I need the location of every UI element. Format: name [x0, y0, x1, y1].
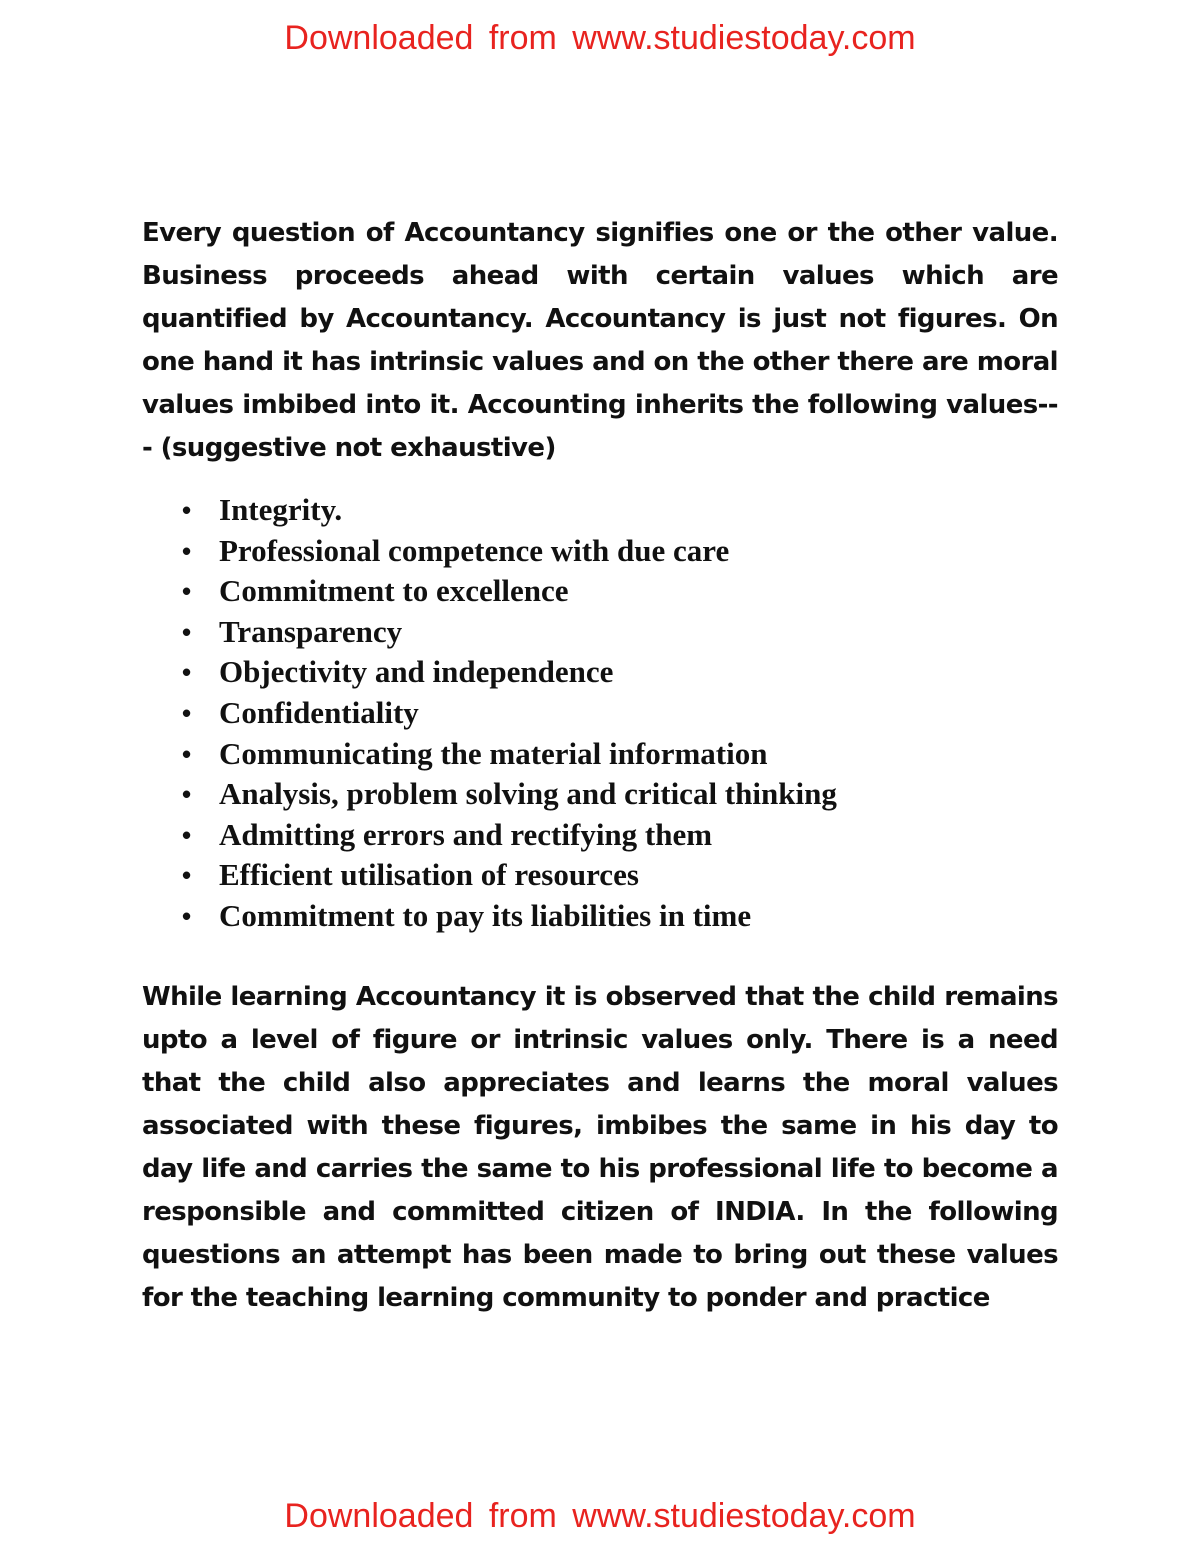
list-item	[182, 490, 1062, 531]
bullet-icon: •	[182, 535, 192, 566]
bullet-icon: •	[182, 900, 192, 931]
bullet-icon: •	[182, 860, 192, 891]
list-item	[182, 652, 1062, 693]
list-item-text: Efficient utilisation of resources	[219, 857, 639, 893]
intro-paragraph: Every question of Accountancy signifies one or the other value. Business proceeds ahead with certain values which are quantified by Accountancy. Accountancy is just not figures. On one hand it has intrinsic values and on the other there are moral values imbibed into it. Accounting inherits the following values--- (suggestive not exhaustive)	[142, 218, 1058, 463]
list-item	[182, 774, 1062, 815]
list-item-text: Commitment to excellence	[219, 573, 569, 609]
list-item-text: Transparency	[219, 613, 403, 649]
closing-paragraph: While learning Accountancy it is observed that the child remains upto a level of figure or intrinsic values only. There is a need that the child also appreciates and learns the moral values associated with these figures, imbibes the same in his day to day life and carries the same to his professional life to become a responsible and committed citizen of INDIA. In the following questions an attempt has been made to bring out these values for the teaching learning community to ponder and practice	[142, 982, 1058, 1313]
list-item-text: Communicating the material information	[219, 735, 768, 771]
bullet-icon: •	[182, 657, 192, 688]
list-item	[182, 734, 1062, 775]
list-item-text: Admitting errors and rectifying them	[219, 816, 713, 852]
bullet-icon: •	[182, 738, 192, 769]
bullet-icon: •	[182, 495, 192, 525]
list-item-text: Integrity.	[219, 492, 343, 527]
bullet-icon: •	[182, 576, 192, 607]
list-item-text: Analysis, problem solving and critical thinking	[219, 776, 837, 812]
list-item-text: Commitment to pay its liabilities in time	[219, 897, 752, 933]
values-list	[182, 490, 1062, 937]
list-item-text: Objectivity and independence	[219, 654, 614, 690]
list-item	[182, 531, 1062, 572]
bullet-icon: •	[182, 779, 192, 810]
bullet-icon: •	[182, 697, 192, 728]
list-item-text: Professional competence with due care	[219, 532, 730, 568]
bullet-icon: •	[182, 616, 192, 647]
header-watermark: Downloaded from www.studiestoday.com	[284, 19, 916, 57]
list-item	[182, 896, 1062, 937]
footer-watermark: Downloaded from www.studiestoday.com	[284, 1497, 916, 1535]
list-item	[182, 855, 1062, 896]
list-item	[182, 612, 1062, 653]
list-item	[182, 571, 1062, 612]
list-item	[182, 693, 1062, 734]
bullet-icon: •	[182, 819, 192, 850]
list-item-text: Confidentiality	[219, 694, 419, 730]
list-item	[182, 815, 1062, 856]
